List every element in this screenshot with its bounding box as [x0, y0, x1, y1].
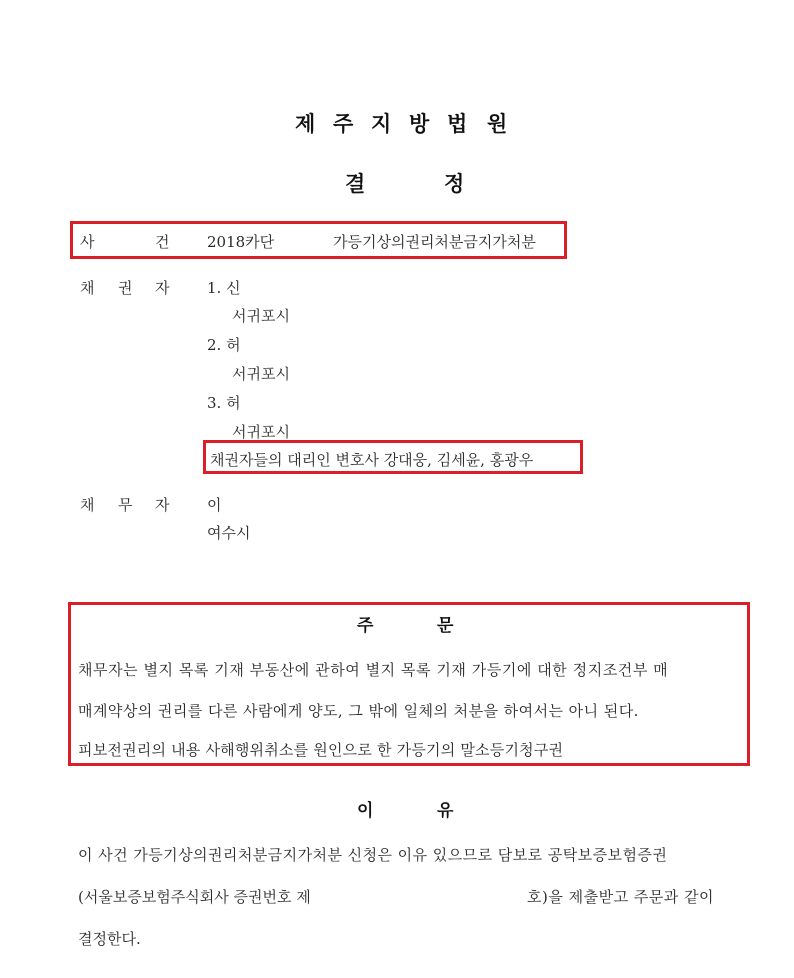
- creditors-attorney: 채권자들의 대리인 변호사 강대웅, 김세윤, 홍광우: [210, 451, 534, 469]
- creditor-2-name: 2. 허: [207, 336, 241, 354]
- case-label-char: 건: [155, 233, 170, 251]
- reason-text-line-2a: (서울보증보험주식회사 증권번호 제: [78, 888, 311, 906]
- order-text-line-2: 매계약상의 권리를 다른 사람에게 양도, 그 밖에 일체의 처분을 하여서는 아니 된다.: [78, 702, 639, 720]
- creditors-label-char: 권: [118, 279, 133, 297]
- case-name: 가등기상의권리처분금지가처분: [333, 233, 536, 251]
- document-type-char: 결: [345, 172, 368, 196]
- debtor-address: 여수시: [207, 524, 251, 542]
- creditors-label-char: 채: [80, 279, 95, 297]
- order-text-line-1: 채무자는 별지 목록 기재 부동산에 관하여 별지 목록 기재 가등기에 대한 정지조건부 매: [78, 661, 669, 679]
- debtor-label-char: 채: [80, 496, 95, 514]
- reason-text-line-3: 결정한다.: [78, 930, 141, 948]
- order-heading-char: 주: [357, 616, 374, 636]
- creditor-2-address: 서귀포시: [232, 365, 290, 383]
- creditor-1-name: 1. 신: [207, 279, 241, 297]
- debtor-label-char: 무: [118, 496, 133, 514]
- creditor-1-address: 서귀포시: [232, 307, 290, 325]
- court-title-char: 원: [487, 112, 510, 136]
- document-type-char: 정: [444, 172, 467, 196]
- reason-heading-char: 이: [357, 801, 374, 821]
- order-heading-char: 문: [437, 616, 454, 636]
- reason-heading-char: 유: [437, 801, 454, 821]
- document-type-title: [0, 168, 794, 198]
- creditor-3-address: 서귀포시: [232, 423, 290, 441]
- debtor-label-char: 자: [155, 496, 170, 514]
- court-title-char: 주: [333, 112, 356, 136]
- court-title: [0, 108, 794, 138]
- order-text-line-3: 피보전권리의 내용 사해행위취소를 원인으로 한 가등기의 말소등기청구권: [78, 741, 564, 759]
- court-title-char: 법: [447, 112, 470, 136]
- court-title-char: 제: [295, 112, 318, 136]
- court-title-char: 방: [409, 112, 432, 136]
- case-number: 2018카단: [207, 233, 275, 251]
- debtor-name: 이: [207, 496, 222, 514]
- reason-text-line-2b: 호)을 제출받고 주문과 같이: [527, 888, 715, 906]
- reason-text-line-1: 이 사건 가등기상의권리처분금지가처분 신청은 이유 있으므로 담보로 공탁보증보험증권: [78, 846, 668, 864]
- creditors-label-char: 자: [155, 279, 170, 297]
- court-title-char: 지: [371, 112, 394, 136]
- creditor-3-name: 3. 허: [207, 394, 241, 412]
- case-label-char: 사: [80, 233, 95, 251]
